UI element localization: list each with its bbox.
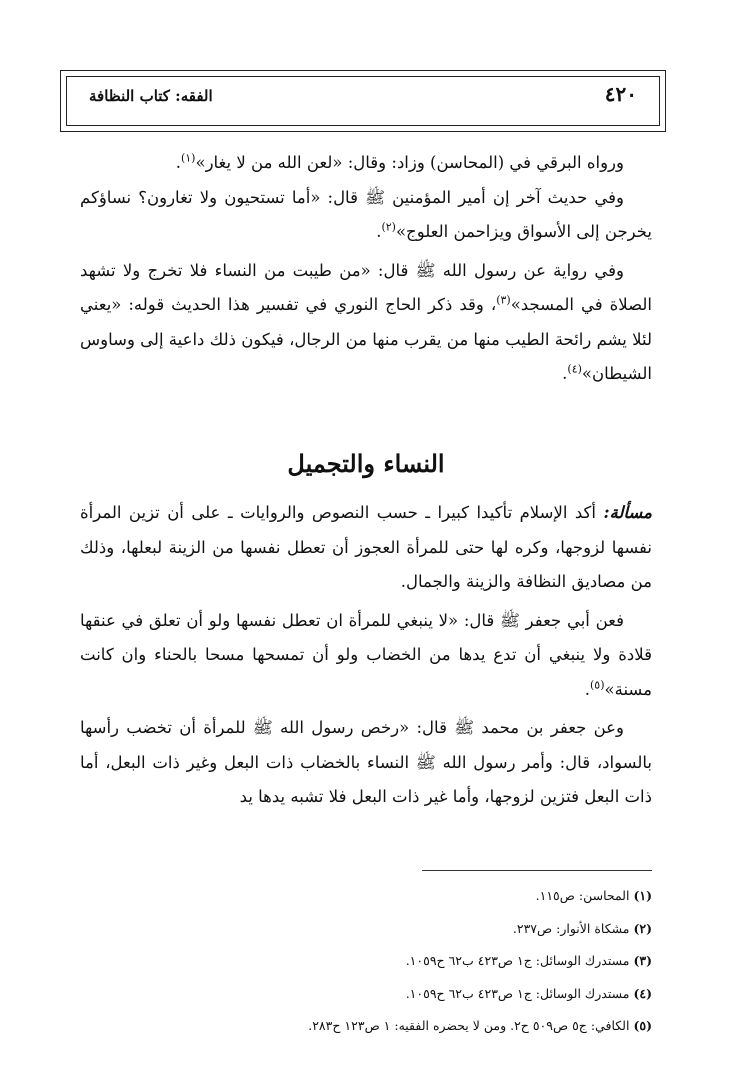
paragraph-amir-almuminin: [80, 181, 652, 250]
footnotes: [80, 880, 652, 1043]
footnote-number: (٥): [633, 1018, 652, 1033]
paragraph-text: ورواه البرقي في (المحاسن) وزاد: وقال: «لعن الله من لا يغار»: [195, 153, 624, 172]
paragraph-end: .: [376, 222, 382, 241]
paragraph-abu-jafar: [80, 604, 652, 708]
paragraph-masala: [80, 496, 652, 600]
paragraph-text: وعن جعفر بن محمد ﷺ قال: «رخص رسول الله ﷺ للمرأة أن تخضب رأسها بالسواد، قال: وأمر رسول الله ﷺ النساء بالخضاب ذات البعل وغير ذات البعل، أما ذات البعل فتزين لزوجها، وأما غير ذات البعل فلا تشبه يدها يد: [80, 718, 652, 806]
footnote-item: [80, 978, 652, 1011]
section-heading: النساء والتجميل: [287, 449, 445, 478]
footnote-number: (٤): [633, 985, 652, 1001]
footnote-item: [80, 880, 652, 913]
paragraph-rasul-allah-perfume: [80, 254, 652, 392]
page-number: ٤٢٠: [604, 82, 637, 106]
paragraph-text: فعن أبي جعفر ﷺ قال: «لا ينبغي للمرأة ان تعطل نفسها ولو أن تعلق في عنقها قلادة ولا ينبغي أن تدع يدها من الخضاب ولو أن تمسحها مسحا بالحناء وان كانت مسنة»: [80, 610, 652, 699]
footnote-number: (٣): [633, 953, 652, 968]
paragraph-text: أكد الإسلام تأكيدا كبيرا ـ حسب النصوص والروايات ـ على أن تزين المرأة نفسها لزوجها، وكره لها حتى للمرأة العجوز أن تعطل نفسها من الزينة لبعلها، وذلك من مصاديق النظافة والزينة والجمال.: [80, 503, 652, 591]
footnote-ref: (٤): [567, 362, 582, 376]
footnote-text: مستدرك الوسائل: ج١ ص٤٢٣ ب٦٢ ح١٠٥٩.: [405, 985, 630, 1001]
section-1: [80, 146, 652, 392]
footnote-text: مشكاة الأنوار: ص٢٣٧.: [512, 920, 630, 936]
footnote-ref: (٥): [590, 678, 605, 691]
paragraph-text-continued: ، وقد ذكر الحاج النوري في تفسير هذا الحديث قوله: «يعني لئلا يشم رائحة الطيب منها من يقرب منها من الرجال، فيكون ذلك داعية إلى وساوس الشيطان»: [80, 295, 652, 383]
paragraph-barqi: [80, 146, 652, 181]
footnote-item: [80, 913, 652, 946]
footnote-text: المحاسن: ص١١٥.: [535, 888, 630, 903]
footnote-number: (١): [633, 888, 652, 903]
running-title: الفقه: كتاب النظافة: [89, 87, 213, 105]
footnote-item: [80, 1010, 652, 1043]
footnote-ref: (٢): [381, 220, 396, 234]
paragraph-end: .: [584, 679, 590, 699]
paragraph-text: وفي رواية عن رسول الله ﷺ قال: «من طيبت من النساء فلا تخرج ولا تشهد الصلاة في المسجد»: [80, 260, 652, 314]
footnote-ref: (١): [180, 151, 196, 165]
footnote-text: الكافي: ج٥ ص٥٠٩ ح٢. ومن لا يحضره الفقيه: ١ ص١٢٣ ح٢٨٣.: [308, 1018, 630, 1033]
footnote-item: [80, 945, 652, 978]
paragraph-text: وفي حديث آخر إن أمير المؤمنين ﷺ قال: «أما تستحيون ولا تغارون؟ نساؤكم يخرجن إلى الأسواق ويزاحمن العلوج»: [80, 187, 652, 241]
footnote-text: مستدرك الوسائل: ج١ ص٤٢٣ ب٦٢ ح١٠٥٩.: [405, 953, 630, 968]
paragraph-end: .: [175, 153, 181, 172]
paragraph-jafar-ibn-muhammad: [80, 711, 652, 815]
paragraph-end: .: [562, 364, 568, 383]
masala-label: مسألة:: [603, 503, 652, 522]
footnote-separator: [422, 870, 652, 871]
footnote-number: (٢): [633, 920, 652, 936]
section-2: [80, 496, 652, 815]
page-header: [60, 70, 666, 132]
footnote-ref: (٣): [496, 293, 511, 307]
